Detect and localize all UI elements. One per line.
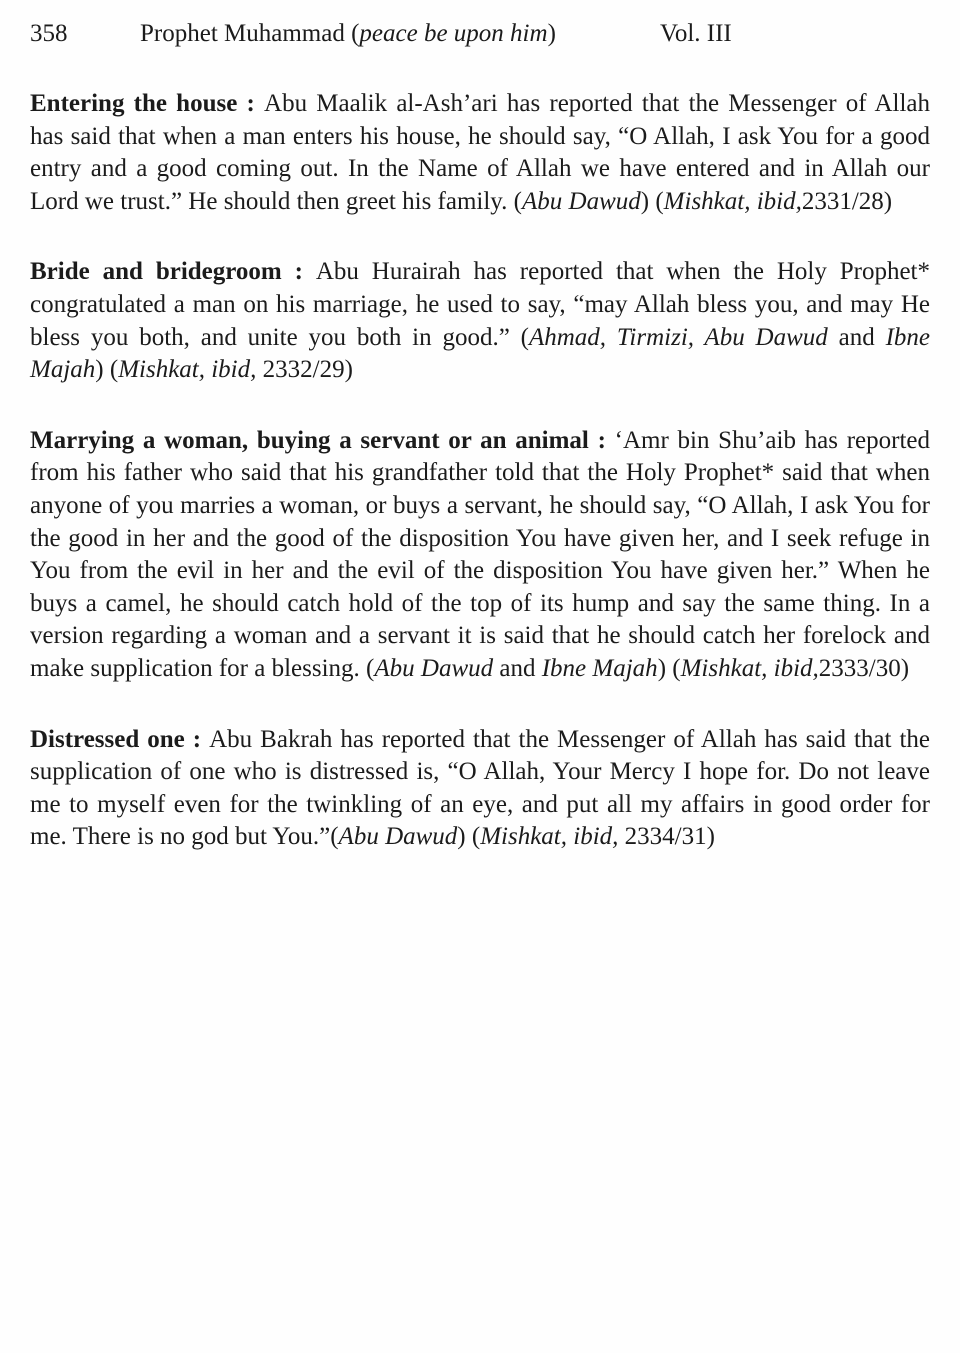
- paragraph-text: 2334/31): [618, 823, 715, 851]
- book-title-pre: Prophet Muhammad (: [140, 20, 360, 47]
- paragraph-text: Abu Bakrah has reported that the Messenger of Allah has said that the supplication of one who is distressed is, “O Allah, Your Mercy I hope for. Do not leave me to myself even for the twinkling of an eye, and put all my affairs in good order for me. There is no god but You.”(: [30, 725, 931, 851]
- paragraph-text: ) (: [657, 654, 681, 682]
- paragraph-heading: Distressed one :: [30, 725, 210, 753]
- citation: Mishkat, ibid,: [118, 356, 257, 384]
- paragraph-heading: Marrying a woman, buying a servant or an animal :: [30, 426, 615, 454]
- paragraph-text: ) (: [640, 187, 664, 215]
- paragraph-text: 2333/30): [818, 654, 910, 682]
- page-number: 358: [30, 20, 68, 47]
- page-header: [0, 0, 960, 52]
- paragraph-text: 2332/29): [256, 356, 353, 384]
- book-title-italic: peace be upon him: [359, 20, 548, 47]
- citation: Abu Dawud: [338, 823, 458, 851]
- paragraph: [30, 256, 930, 386]
- citation: Mishkat, ibid,: [680, 654, 819, 682]
- citation: Ahmad, Tirmizi, Abu Dawud: [528, 323, 828, 351]
- paragraph-text: Abu Hurairah has reported that when the Holy Prophet* congratulated a man on his marriage, he used to say, “may Allah bless you, and may He bless you both, and unite you both in good.” (: [30, 258, 930, 351]
- paragraph-heading: Bride and bridegroom :: [30, 258, 316, 286]
- book-title-post: ): [547, 20, 556, 47]
- paragraph-text: 2331/28): [801, 187, 893, 215]
- volume-label: Vol. III: [660, 20, 732, 47]
- paragraph-text: ) (: [95, 356, 119, 384]
- paragraph-text: and: [827, 323, 886, 351]
- paragraph-text: and: [493, 654, 542, 682]
- paragraph-text: ‘Amr bin Shu’aib has reported from his father who said that his grandfather told that the Holy Prophet* said that when anyone of you marries a woman, or buys a servant, he should say, “O Allah, I ask You for the good in her and the good of the disposition You have given her, and I seek refuge in You from the evil in her and the evil of the disposition You have given her.” When he buys a camel, he should catch hold of the top of its hump and say the same thing. In a version regarding a woman and a servant it is said that he should catch her forelock and make supplication for a blessing. (: [30, 426, 930, 682]
- paragraph: [30, 425, 930, 686]
- citation: Abu Dawud: [374, 654, 494, 682]
- citation: Ibne Majah: [541, 654, 658, 682]
- paragraph: [30, 724, 930, 854]
- paragraph: [30, 88, 930, 218]
- book-title: [140, 20, 556, 48]
- citation: Mishkat, ibid,: [663, 187, 802, 215]
- citation: Ibne Majah: [30, 323, 930, 384]
- citation: Abu Dawud: [522, 187, 641, 215]
- citation: Mishkat, ibid,: [480, 823, 619, 851]
- paragraph-text: ) (: [457, 823, 481, 851]
- paragraph-text: Abu Maalik al-Ash’ari has reported that the Messenger of Allah has said that when a man enters his house, he should say, “O Allah, I ask You for a good entry and a good coming out. In the Name of Allah we have entered and in Allah our Lord we trust.” He should then greet his family. (: [30, 90, 930, 215]
- paragraphs: [30, 88, 930, 854]
- paragraph-heading: Entering the house :: [30, 90, 265, 117]
